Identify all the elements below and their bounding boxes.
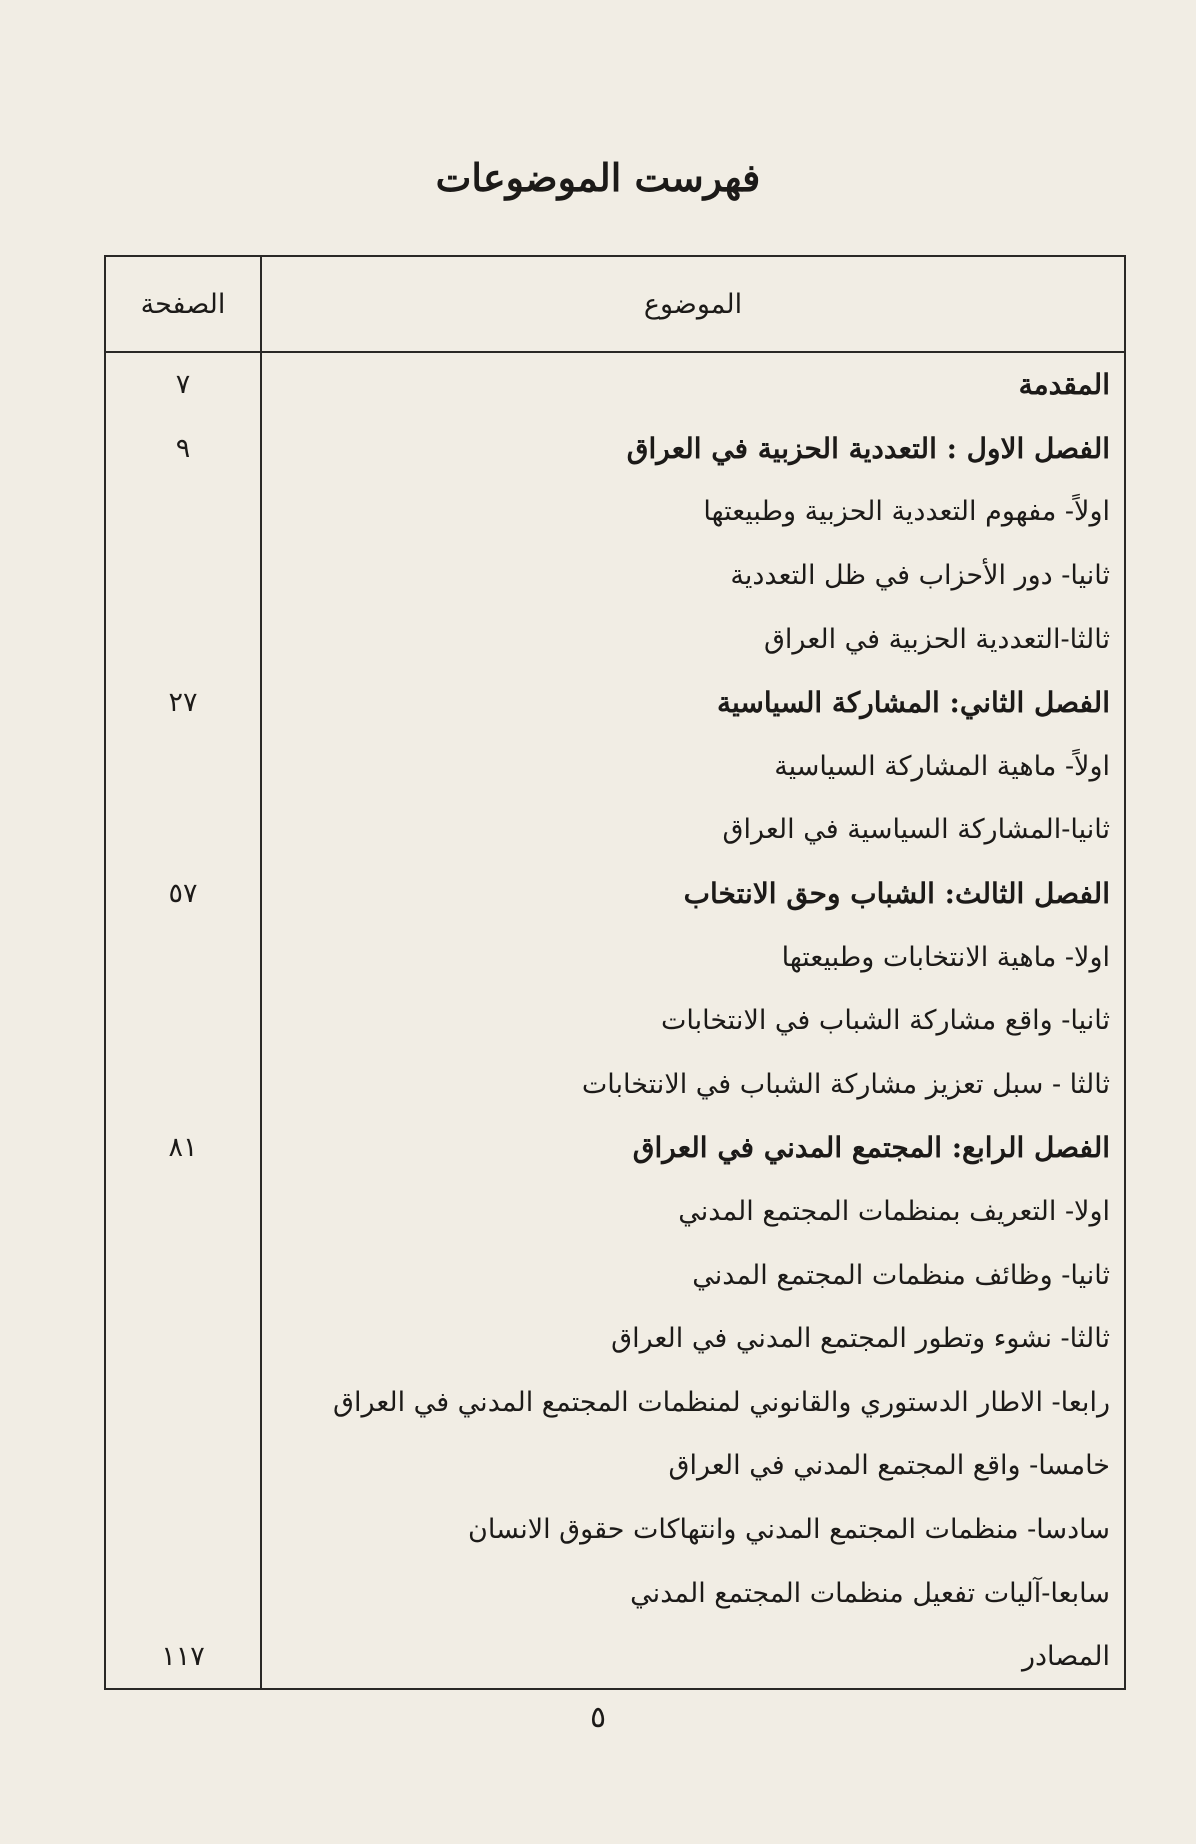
toc-topic: اولا- التعريف بمنظمات المجتمع المدني — [261, 1180, 1125, 1244]
toc-header-row — [105, 256, 1125, 352]
toc-page-number — [105, 544, 261, 608]
toc-row — [105, 607, 1125, 671]
toc-page-number: ٩ — [105, 417, 261, 481]
toc-topic: الفصل الاول : التعددية الحزبية في العراق — [261, 417, 1125, 481]
toc-page-number — [105, 480, 261, 544]
toc-row — [105, 989, 1125, 1053]
toc-page-number — [105, 1307, 261, 1371]
toc-topic: رابعا- الاطار الدستوري والقانوني لمنظمات المجتمع المدني في العراق — [261, 1371, 1125, 1435]
toc-topic: اولاً- مفهوم التعددية الحزبية وطبيعتها — [261, 480, 1125, 544]
toc-page-number — [105, 1180, 261, 1244]
toc-row — [105, 1053, 1125, 1117]
toc-topic: الفصل الرابع: المجتمع المدني في العراق — [261, 1116, 1125, 1180]
toc-page-number: ١١٧ — [105, 1625, 261, 1690]
toc-page-number — [105, 925, 261, 989]
page-column-header: الصفحة — [105, 256, 261, 352]
toc-row — [105, 925, 1125, 989]
toc-row — [105, 1561, 1125, 1625]
toc-row — [105, 798, 1125, 862]
toc-page-number — [105, 798, 261, 862]
toc-row — [105, 862, 1125, 926]
toc-page-number: ٥٧ — [105, 862, 261, 926]
toc-topic: الفصل الثالث: الشباب وحق الانتخاب — [261, 862, 1125, 926]
toc-topic: اولاً- ماهية المشاركة السياسية — [261, 735, 1125, 799]
toc-topic: المقدمة — [261, 352, 1125, 417]
toc-page-number — [105, 1434, 261, 1498]
toc-topic: خامسا- واقع المجتمع المدني في العراق — [261, 1434, 1125, 1498]
page-number: ٥ — [589, 1700, 607, 1735]
toc-row — [105, 417, 1125, 481]
toc-topic: ثانيا- واقع مشاركة الشباب في الانتخابات — [261, 989, 1125, 1053]
toc-topic: ثالثا-التعددية الحزبية في العراق — [261, 607, 1125, 671]
toc-page-number — [105, 607, 261, 671]
page-title: فهرست الموضوعات — [435, 155, 761, 200]
toc-row — [105, 1498, 1125, 1562]
toc-topic: ثانيا- دور الأحزاب في ظل التعددية — [261, 544, 1125, 608]
toc-row — [105, 1243, 1125, 1307]
toc-topic: سادسا- منظمات المجتمع المدني وانتهاكات حقوق الانسان — [261, 1498, 1125, 1562]
toc-row — [105, 544, 1125, 608]
toc-row — [105, 671, 1125, 735]
toc-page-number: ٨١ — [105, 1116, 261, 1180]
toc-page-number — [105, 735, 261, 799]
toc-page-number: ٢٧ — [105, 671, 261, 735]
toc-row — [105, 1625, 1125, 1690]
toc-topic: اولا- ماهية الانتخابات وطبيعتها — [261, 925, 1125, 989]
toc-page-number — [105, 1498, 261, 1562]
toc-topic: سابعا-آليات تفعيل منظمات المجتمع المدني — [261, 1561, 1125, 1625]
toc-row — [105, 735, 1125, 799]
toc-body — [105, 352, 1125, 1689]
toc-page-number — [105, 1053, 261, 1117]
toc-row — [105, 1371, 1125, 1435]
toc-topic: ثانيا-المشاركة السياسية في العراق — [261, 798, 1125, 862]
toc-page-number — [105, 1243, 261, 1307]
toc-row — [105, 1116, 1125, 1180]
toc-row — [105, 1434, 1125, 1498]
toc-page-number — [105, 1371, 261, 1435]
toc-page-number — [105, 1561, 261, 1625]
toc-topic: ثالثا - سبل تعزيز مشاركة الشباب في الانتخابات — [261, 1053, 1125, 1117]
toc-table — [104, 255, 1126, 1690]
toc-row — [105, 1307, 1125, 1371]
toc-row — [105, 352, 1125, 417]
toc-page-number: ٧ — [105, 352, 261, 417]
toc-topic: ثالثا- نشوء وتطور المجتمع المدني في العراق — [261, 1307, 1125, 1371]
toc-page-number — [105, 989, 261, 1053]
toc-topic: ثانيا- وظائف منظمات المجتمع المدني — [261, 1243, 1125, 1307]
toc-row — [105, 1180, 1125, 1244]
toc-topic: الفصل الثاني: المشاركة السياسية — [261, 671, 1125, 735]
toc-row — [105, 480, 1125, 544]
toc-topic: المصادر — [261, 1625, 1125, 1690]
topic-column-header: الموضوع — [261, 256, 1125, 352]
